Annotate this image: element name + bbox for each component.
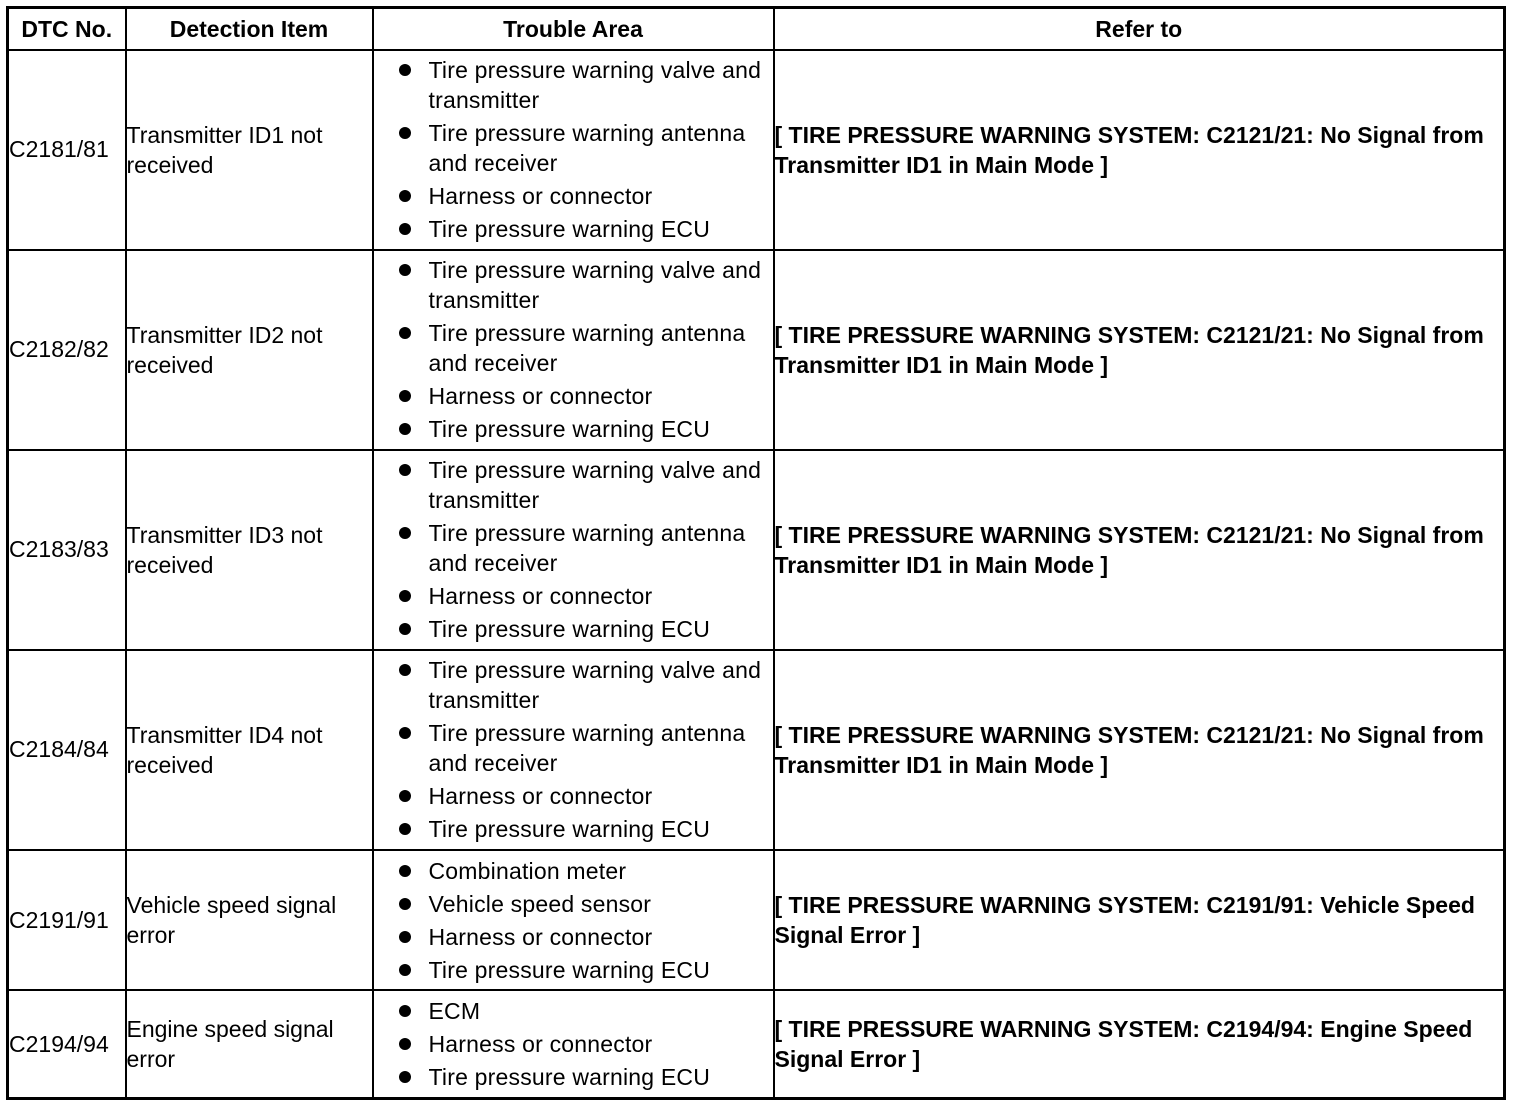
list-item [374, 414, 773, 444]
trouble-area-text: Harness or connector [428, 183, 653, 210]
bullet-icon [399, 664, 411, 676]
list-item [374, 214, 773, 244]
detection-item: Vehicle speed signal error [126, 850, 373, 991]
table-row [8, 50, 1505, 250]
list-item [374, 455, 773, 515]
bullet-icon [399, 527, 411, 539]
trouble-area-cell [373, 450, 774, 650]
trouble-area-text: Harness or connector [428, 923, 653, 950]
trouble-area-cell [373, 990, 774, 1098]
detection-item: Transmitter ID1 not received [126, 50, 373, 250]
bullet-icon [399, 931, 411, 943]
table-row [8, 990, 1505, 1098]
table-row [8, 250, 1505, 450]
trouble-area-cell [373, 650, 774, 850]
bullet-icon [399, 727, 411, 739]
bullet-icon [399, 464, 411, 476]
bullet-icon [399, 390, 411, 402]
refer-to-link[interactable]: [ TIRE PRESSURE WARNING SYSTEM: C2194/94: Engine Speed Signal Error ] [774, 990, 1505, 1098]
trouble-area-text: Harness or connector [428, 783, 653, 810]
dtc-table [6, 6, 1506, 1100]
header-row [8, 8, 1505, 51]
bullet-icon [399, 1005, 411, 1017]
list-item [374, 814, 773, 844]
bullet-icon [399, 865, 411, 877]
dtc-code: C2194/94 [8, 990, 126, 1098]
trouble-area-text: Tire pressure warning ECU [428, 816, 711, 843]
list-item [374, 118, 773, 178]
bullet-icon [399, 327, 411, 339]
header-dtc-no: DTC No. [8, 8, 126, 51]
trouble-area-cell [373, 250, 774, 450]
trouble-area-text: Combination meter [428, 857, 627, 884]
table-row [8, 650, 1505, 850]
list-item [374, 181, 773, 211]
table-row [8, 850, 1505, 991]
trouble-area-cell [373, 50, 774, 250]
trouble-area-text: Harness or connector [428, 1031, 653, 1058]
bullet-icon [399, 64, 411, 76]
dtc-code: C2181/81 [8, 50, 126, 250]
trouble-area-list [374, 655, 773, 844]
list-item [374, 922, 773, 952]
trouble-area-list [374, 455, 773, 644]
refer-to-link[interactable]: [ TIRE PRESSURE WARNING SYSTEM: C2121/21: No Signal from Transmitter ID1 in Main Mode ] [774, 450, 1505, 650]
refer-to-link[interactable]: [ TIRE PRESSURE WARNING SYSTEM: C2191/91: Vehicle Speed Signal Error ] [774, 850, 1505, 991]
detection-item: Transmitter ID3 not received [126, 450, 373, 650]
bullet-icon [399, 423, 411, 435]
list-item [374, 996, 773, 1026]
trouble-area-list [374, 55, 773, 244]
trouble-area-text: Vehicle speed sensor [428, 890, 652, 917]
refer-to-link[interactable]: [ TIRE PRESSURE WARNING SYSTEM: C2121/21: No Signal from Transmitter ID1 in Main Mode ] [774, 250, 1505, 450]
trouble-area-list [374, 255, 773, 444]
dtc-code: C2182/82 [8, 250, 126, 450]
trouble-area-text: Tire pressure warning ECU [428, 216, 711, 243]
list-item [374, 581, 773, 611]
refer-to-link[interactable]: [ TIRE PRESSURE WARNING SYSTEM: C2121/21: No Signal from Transmitter ID1 in Main Mode ] [774, 50, 1505, 250]
list-item [374, 856, 773, 886]
bullet-icon [399, 1071, 411, 1083]
list-item [374, 381, 773, 411]
dtc-code: C2184/84 [8, 650, 126, 850]
detection-item: Engine speed signal error [126, 990, 373, 1098]
list-item [374, 55, 773, 115]
header-refer-to: Refer to [774, 8, 1505, 51]
trouble-area-text: Tire pressure warning ECU [428, 616, 711, 643]
bullet-icon [399, 190, 411, 202]
table-row [8, 450, 1505, 650]
bullet-icon [399, 264, 411, 276]
trouble-area-text: Tire pressure warning antenna and receiver [428, 120, 746, 177]
refer-to-link[interactable]: [ TIRE PRESSURE WARNING SYSTEM: C2121/21: No Signal from Transmitter ID1 in Main Mode ] [774, 650, 1505, 850]
list-item [374, 318, 773, 378]
trouble-area-text: Tire pressure warning antenna and receiver [428, 320, 746, 377]
trouble-area-text: Tire pressure warning valve and transmitter [428, 657, 762, 714]
bullet-icon [399, 964, 411, 976]
bullet-icon [399, 623, 411, 635]
trouble-area-text: Tire pressure warning valve and transmitter [428, 257, 762, 314]
bullet-icon [399, 590, 411, 602]
list-item [374, 655, 773, 715]
trouble-area-text: Tire pressure warning antenna and receiver [428, 520, 746, 577]
bullet-icon [399, 1038, 411, 1050]
trouble-area-cell [373, 850, 774, 991]
header-trouble-area: Trouble Area [373, 8, 774, 51]
bullet-icon [399, 823, 411, 835]
trouble-area-text: ECM [428, 998, 481, 1025]
trouble-area-text: Tire pressure warning ECU [428, 956, 711, 983]
list-item [374, 781, 773, 811]
list-item [374, 718, 773, 778]
trouble-area-text: Harness or connector [428, 583, 653, 610]
trouble-area-list [374, 996, 773, 1092]
detection-item: Transmitter ID4 not received [126, 650, 373, 850]
list-item [374, 255, 773, 315]
list-item [374, 1062, 773, 1092]
detection-item: Transmitter ID2 not received [126, 250, 373, 450]
trouble-area-list [374, 856, 773, 985]
dtc-code: C2191/91 [8, 850, 126, 991]
list-item [374, 955, 773, 985]
bullet-icon [399, 127, 411, 139]
bullet-icon [399, 790, 411, 802]
trouble-area-text: Tire pressure warning ECU [428, 1064, 711, 1091]
header-detection-item: Detection Item [126, 8, 373, 51]
trouble-area-text: Tire pressure warning ECU [428, 416, 711, 443]
trouble-area-text: Tire pressure warning valve and transmitter [428, 457, 762, 514]
list-item [374, 1029, 773, 1059]
trouble-area-text: Tire pressure warning antenna and receiver [428, 720, 746, 777]
bullet-icon [399, 898, 411, 910]
list-item [374, 518, 773, 578]
dtc-code: C2183/83 [8, 450, 126, 650]
list-item [374, 889, 773, 919]
trouble-area-text: Tire pressure warning valve and transmitter [428, 57, 762, 114]
trouble-area-text: Harness or connector [428, 383, 653, 410]
list-item [374, 614, 773, 644]
bullet-icon [399, 223, 411, 235]
